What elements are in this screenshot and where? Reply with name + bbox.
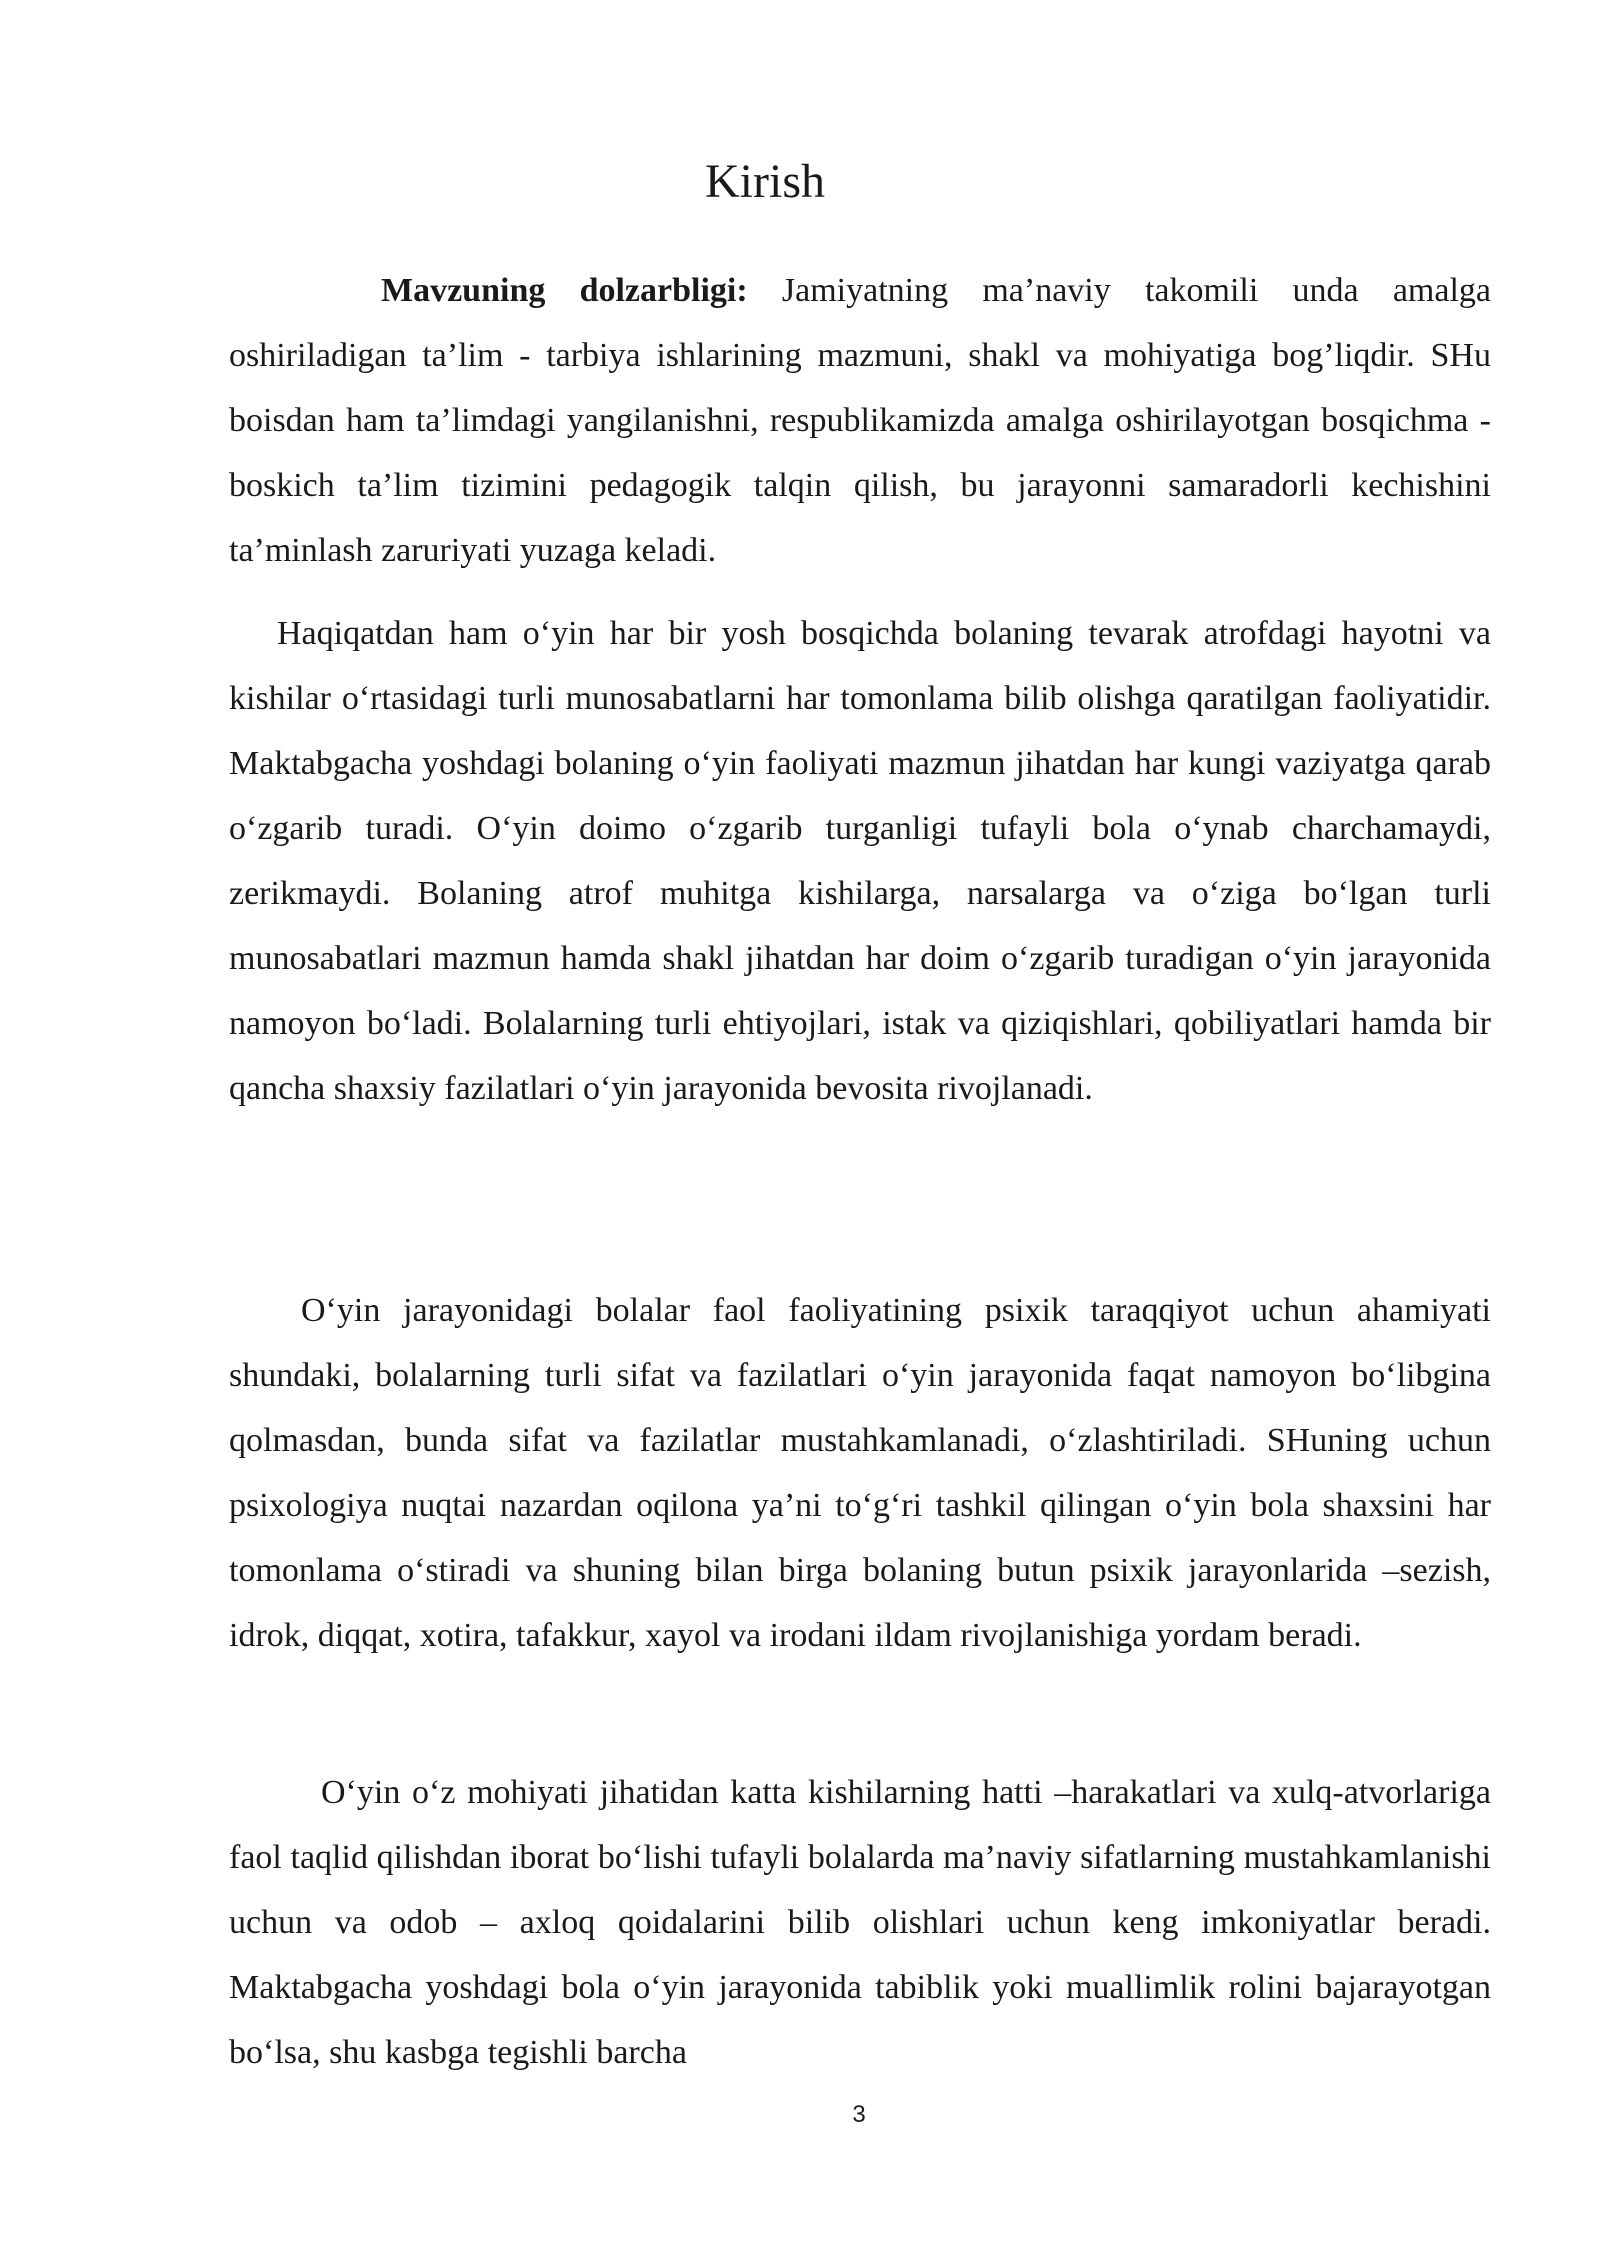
paragraph-text: Jamiyatning ma’naviy takomili unda amalga oshiriladigan ta’lim - tarbiya ishlarining mazmuni, shakl va mohiyatiga bog’liqdir. SHu boisdan ham ta’limdagi yangilanishni, respublikamizda amalga oshirilayotgan bosqichma - boskich ta’lim tizimini pedagogik talqin qilish, bu jarayonni samaradorli kechishini ta’minlash zaruriyati yuzaga keladi.: [229, 272, 1491, 569]
page-number: 3: [852, 2101, 866, 2128]
paragraph: O‘yin jarayonidagi bolalar faol faoliyatining psixik taraqqiyot uchun ahamiyati shundaki, bolalarning turli sifat va fazilatlari o‘yin jarayonida faqat namoyon bo‘libgina qolmasdan, bunda sifat va fazilatlar mustahkamlanadi, o‘zlashtiriladi. SHuning uchun psixologiya nuqtai nazardan oqilona ya’ni to‘g‘ri tashkil qilingan o‘yin bola shaxsini har tomonlama o‘stiradi va shuning bilan birga bolaning butun psixik jarayonlarida –sezish, idrok, diqqat, xotira, tafakkur, xayol va irodani ildam rivojlanishiga yordam beradi.: [229, 1292, 1491, 1654]
paragraph: Haqiqatdan ham o‘yin har bir yosh bosqichda bolaning tevarak atrofdagi hayotni va kishilar o‘rtasidagi turli munosabatlarni har tomonlama bilib olishga qaratilgan faoliyatidir. Maktabgacha yoshdagi bolaning o‘yin faoliyati mazmun jihatdan har kungi vaziyatga qarab o‘zgarib turadi. O‘yin doimo o‘zgarib turganligi tufayli bola o‘ynab charchamaydi, zerikmaydi. Bolaning atrof muhitga kishilarga, narsalarga va o‘ziga bo‘lgan turli munosabatlari mazmun hamda shakl jihatdan har doim o‘zgarib turadigan o‘yin jarayonida namoyon bo‘ladi. Bolalarning turli ehtiyojlari, istak va qiziqishlari, qobiliyatlari hamda bir qancha shaxsiy fazilatlari o‘yin jarayonida bevosita rivojlanadi.: [229, 615, 1491, 1107]
paragraph: O‘yin o‘z mohiyati jihatidan katta kishilarning hatti –harakatlari va xulq-atvorlariga faol taqlid qilishdan iborat bo‘lishi tufayli bolalarda ma’naviy sifatlarning mustahkamlanishi uchun va odob – axloq qoidalarini bilib olishlari uchun keng imkoniyatlar beradi. Maktabgacha yoshdagi bola o‘yin jarayonida tabiblik yoki muallimlik rolini bajarayotgan bo‘lsa, shu kasbga tegishli barcha: [229, 1774, 1491, 2071]
paragraph-lead: Mavzuning dolzarbligi:: [381, 272, 748, 309]
paragraph-relevance: [229, 258, 1491, 583]
page-title: Kirish: [705, 155, 825, 208]
